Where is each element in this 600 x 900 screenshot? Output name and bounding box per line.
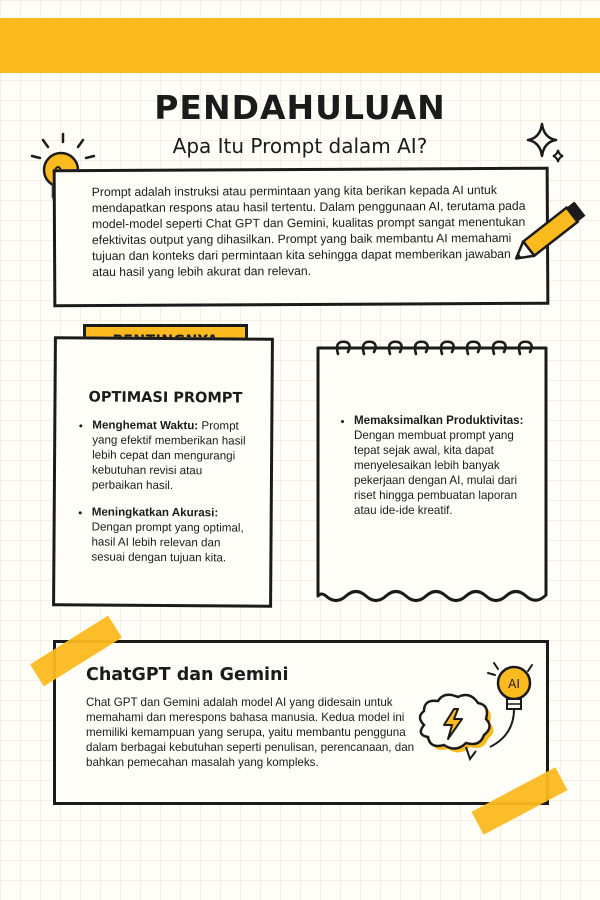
chatgpt-gemini-text: Chat GPT dan Gemini adalah model AI yang didesain untuk memahami dan merespons bahasa manusia. Kedua model ini memiliki kemampuan yang serupa, yaitu membantu pengguna dalam berbagai kebutuhan seperti penulisan, perencanaan, dan bahkan pemecahan masalah yang kompleks. xyxy=(86,696,415,769)
chatgpt-gemini-title: ChatGPT dan Gemini xyxy=(86,665,289,685)
intro-card xyxy=(53,167,550,308)
pencil-icon xyxy=(505,192,595,272)
page-title: PENDAHULUAN xyxy=(154,88,446,127)
optimization-card xyxy=(52,336,274,608)
ai-badge-label: AI xyxy=(508,677,520,691)
top-banner xyxy=(0,18,600,73)
list-item: • Memaksimalkan Produktivitas: Dengan membuat prompt yang tepat sejak awal, kita dapat menyelesaikan lebih banyak pekerjaan dengan AI, mulai dari riset hingga pembuatan laporan atau ide-ide kreatif. xyxy=(354,413,534,518)
optimization-heading: OPTIMASI PROMPT xyxy=(88,389,243,407)
productivity-list xyxy=(334,413,534,518)
sparkle-icon xyxy=(522,120,566,164)
intro-text: Prompt adalah instruksi atau permintaan yang kita berikan kepada AI untuk mendapatkan respons atau hasil tertentu. Dalam penggunaan AI, terutama pada model-model seperti Chat GPT dan Gemini, kualitas prompt sangat menentukan efektivitas output yang dihasilkan. Prompt yang baik membantu AI memahami tujuan dan konteks dari permintaan kita sehingga dapat memberikan jawaban atau hasil yang lebih akurat dan relevan. xyxy=(91,182,526,280)
benefit-list xyxy=(71,417,256,565)
notepad-card xyxy=(316,340,548,610)
list-item: • Meningkatkan Akurasi: Dengan prompt yang optimal, hasil AI lebih relevan dan sesuai dengan tujuan kita. xyxy=(91,505,255,566)
ai-brain-icon xyxy=(410,655,540,775)
list-item: • Menghemat Waktu: Prompt yang efektif memberikan hasil lebih cepat dan mengurangi kebutuhan revisi atau perbaikan hasil. xyxy=(92,418,257,494)
page-subtitle: Apa Itu Prompt dalam AI? xyxy=(172,134,428,158)
